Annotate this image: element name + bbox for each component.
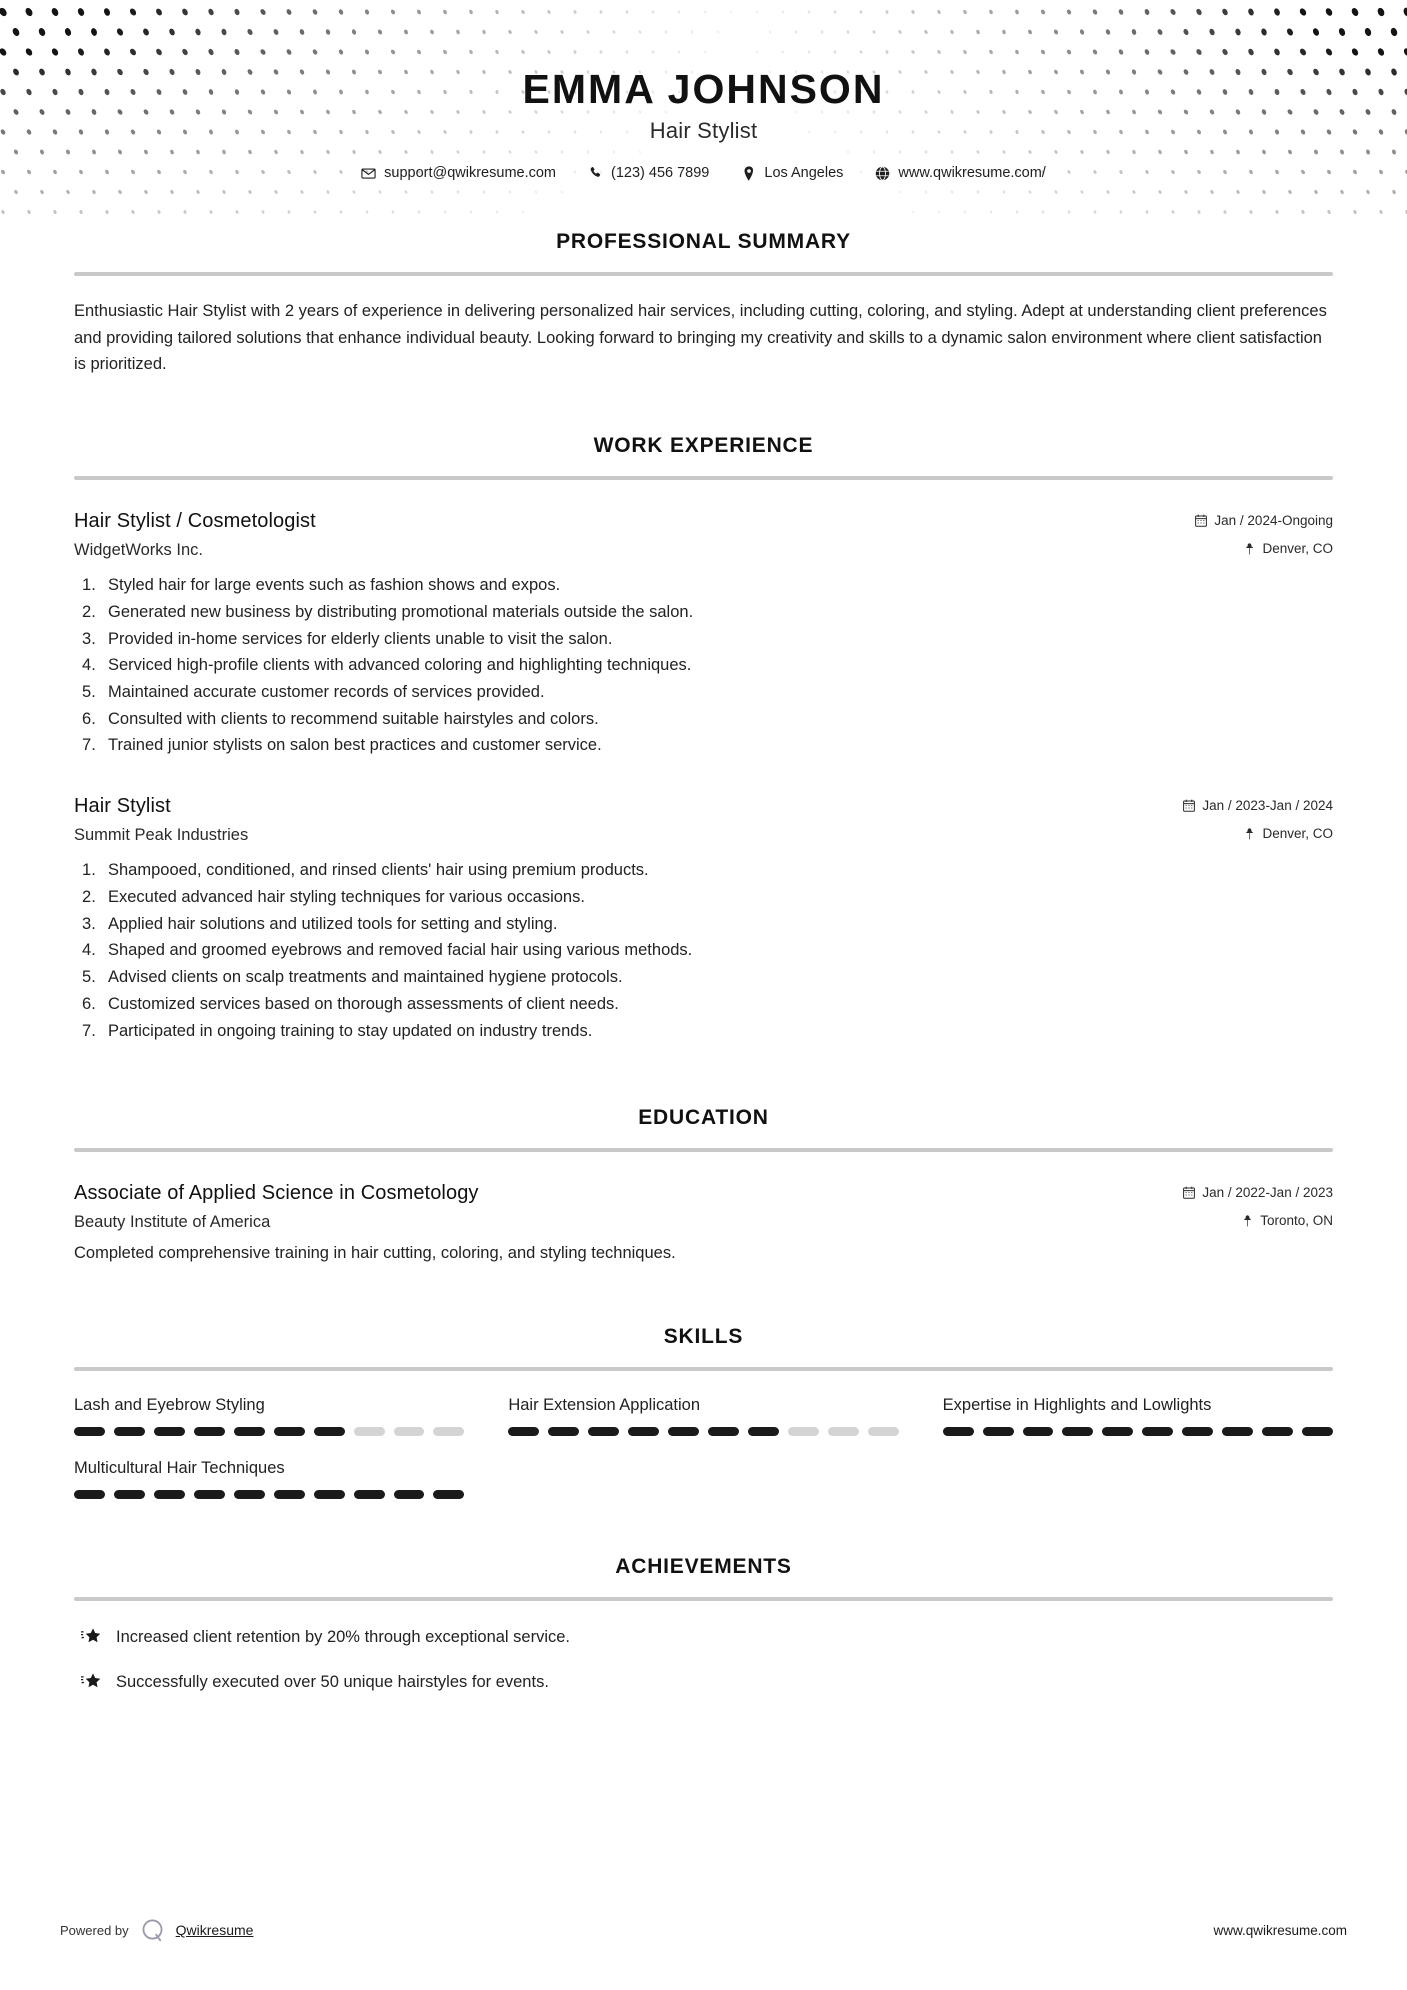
skill-segment	[194, 1490, 225, 1499]
skill-segment	[1142, 1427, 1173, 1436]
list-item: Trained junior stylists on salon best practices and customer service.	[108, 736, 602, 755]
skill-segment	[1023, 1427, 1054, 1436]
contact-email[interactable]	[345, 165, 572, 181]
star-icon	[80, 1626, 102, 1648]
skill-segment	[234, 1427, 265, 1436]
skill-label: Multicultural Hair Techniques	[74, 1459, 285, 1478]
calendar-icon	[1183, 1186, 1195, 1199]
section-title-achievements: ACHIEVEMENTS	[615, 1555, 792, 1579]
list-item: Executed advanced hair styling techniques for various occasions.	[108, 887, 585, 906]
skill-item	[508, 1395, 898, 1436]
experience-date-value: Jan / 2024-Ongoing	[1214, 513, 1333, 529]
education-institution: Beauty Institute of America	[74, 1213, 271, 1232]
skill-segment	[114, 1490, 145, 1499]
experience-organization: Summit Peak Industries	[74, 826, 249, 845]
skill-segment	[1102, 1427, 1133, 1436]
experience-location-value: Denver, CO	[1262, 541, 1333, 557]
skill-segment	[74, 1427, 105, 1436]
skill-segment	[274, 1427, 305, 1436]
list-item: Shaped and groomed eyebrows and removed facial hair using various methods.	[108, 941, 693, 960]
section-title-education: EDUCATION	[638, 1106, 769, 1130]
contact-location-value: Los Angeles	[764, 165, 844, 182]
skill-segment	[154, 1427, 185, 1436]
skill-item	[943, 1395, 1333, 1436]
qwikresume-brand-link[interactable]: Qwikresume	[175, 1922, 254, 1938]
achievement-text: Successfully executed over 50 unique hairstyles for events.	[116, 1673, 549, 1692]
experience-entry	[74, 795, 1333, 1044]
section-divider	[74, 476, 1333, 480]
skill-rating-bar	[508, 1427, 898, 1436]
experience-location	[1243, 541, 1333, 556]
achievements-list	[74, 1625, 1333, 1695]
skill-segment	[1222, 1427, 1253, 1436]
list-item: Consulted with clients to recommend suitable hairstyles and colors.	[108, 709, 599, 728]
pin-icon	[1241, 1214, 1253, 1227]
skill-segment	[154, 1490, 185, 1499]
envelope-icon	[361, 166, 376, 181]
contact-phone-value: (123) 456 7899	[611, 165, 710, 182]
education-entry	[74, 1182, 1333, 1266]
qwikresume-logo-icon	[139, 1917, 166, 1944]
experience-bullets	[74, 572, 1333, 759]
contact-row	[0, 165, 1407, 181]
skills-grid	[74, 1395, 1333, 1500]
skill-rating-bar	[74, 1427, 464, 1436]
education-degree: Associate of Applied Science in Cosmetology	[74, 1182, 479, 1205]
skill-segment	[433, 1490, 464, 1499]
section-divider	[74, 1148, 1333, 1152]
skill-segment	[74, 1490, 105, 1499]
skill-segment	[868, 1427, 899, 1436]
skill-segment	[828, 1427, 859, 1436]
section-divider	[74, 272, 1333, 276]
education-location-value: Toronto, ON	[1260, 1213, 1333, 1229]
skill-rating-bar	[74, 1490, 464, 1499]
calendar-icon	[1195, 514, 1207, 527]
powered-by	[60, 1917, 253, 1944]
skill-segment	[588, 1427, 619, 1436]
skill-segment	[354, 1490, 385, 1499]
experience-role: Hair Stylist	[74, 795, 171, 818]
skill-segment	[668, 1427, 699, 1436]
skill-label: Expertise in Highlights and Lowlights	[942, 1395, 1212, 1414]
list-item: Advised clients on scalp treatments and maintained hygiene protocols.	[108, 968, 623, 987]
section-title-summary: PROFESSIONAL SUMMARY	[556, 230, 851, 253]
skill-segment	[708, 1427, 739, 1436]
contact-website-value: www.qwikresume.com/	[898, 165, 1046, 182]
achievement-item	[74, 1670, 1333, 1695]
skill-segment	[628, 1427, 659, 1436]
education-date	[1183, 1185, 1333, 1200]
experience-entry	[74, 510, 1333, 759]
skill-item	[74, 1458, 464, 1499]
skill-segment	[394, 1490, 425, 1499]
page-footer	[0, 1870, 1407, 1990]
summary-text: Enthusiastic Hair Stylist with 2 years of experience in delivering personalized hair services, including cutting, coloring, and styling. Adept at understanding client preferences and providing tailored solutions that enhance individual beauty. Looking forward to bringing my creativity and skills to a dynamic salon environment where client satisfaction is prioritized.	[74, 302, 1327, 374]
skill-segment	[548, 1427, 579, 1436]
skill-segment	[433, 1427, 464, 1436]
skill-segment	[234, 1490, 265, 1499]
star-icon	[80, 1671, 102, 1693]
skill-segment	[1302, 1427, 1333, 1436]
resume-header	[0, 0, 1407, 228]
education-location	[1241, 1213, 1333, 1228]
experience-bullets	[74, 857, 1333, 1044]
pin-icon	[1243, 827, 1255, 840]
skill-segment	[114, 1427, 145, 1436]
powered-by-label: Powered by	[60, 1922, 129, 1938]
list-item: Participated in ongoing training to stay updated on industry trends.	[108, 1021, 593, 1040]
education-date-value: Jan / 2022-Jan / 2023	[1202, 1185, 1333, 1201]
experience-location-value: Denver, CO	[1262, 826, 1333, 842]
globe-icon	[875, 166, 890, 181]
section-work-experience	[74, 434, 1333, 1044]
section-professional-summary	[74, 230, 1333, 378]
experience-date	[1183, 798, 1333, 813]
page-title: EMMA JOHNSON	[522, 66, 885, 112]
list-item: Styled hair for large events such as fashion shows and expos.	[108, 576, 561, 595]
experience-date-value: Jan / 2023-Jan / 2024	[1202, 798, 1333, 814]
skill-label: Hair Extension Application	[508, 1395, 701, 1414]
skill-segment	[943, 1427, 974, 1436]
experience-role: Hair Stylist / Cosmetologist	[74, 510, 316, 533]
skill-segment	[314, 1490, 345, 1499]
calendar-icon	[1183, 799, 1195, 812]
contact-phone[interactable]	[572, 165, 725, 181]
contact-email-value: support@qwikresume.com	[384, 165, 557, 182]
skill-segment	[194, 1427, 225, 1436]
contact-website[interactable]	[859, 165, 1061, 181]
skill-item	[74, 1395, 464, 1436]
map-pin-icon	[741, 166, 756, 181]
section-skills	[74, 1325, 1333, 1500]
experience-date	[1195, 513, 1333, 528]
section-title-skills: SKILLS	[663, 1324, 744, 1348]
experience-organization: WidgetWorks Inc.	[74, 541, 203, 560]
skill-segment	[274, 1490, 305, 1499]
job-title: Hair Stylist	[649, 118, 758, 144]
skill-segment	[508, 1427, 539, 1436]
list-item: Customized services based on thorough assessments of client needs.	[108, 994, 619, 1013]
skill-rating-bar	[943, 1427, 1333, 1436]
footer-website-url: www.qwikresume.com	[1213, 1922, 1347, 1938]
list-item: Maintained accurate customer records of services provided.	[108, 683, 545, 702]
list-item: Generated new business by distributing promotional materials outside the salon.	[108, 602, 694, 621]
section-divider	[74, 1597, 1333, 1601]
experience-location	[1243, 826, 1333, 841]
section-achievements	[74, 1555, 1333, 1695]
list-item: Serviced high-profile clients with advanced coloring and highlighting techniques.	[108, 656, 692, 675]
skill-segment	[983, 1427, 1014, 1436]
skill-segment	[1062, 1427, 1093, 1436]
skill-segment	[314, 1427, 345, 1436]
skill-segment	[1262, 1427, 1293, 1436]
section-divider	[74, 1367, 1333, 1371]
skill-label: Lash and Eyebrow Styling	[74, 1395, 265, 1414]
section-education	[74, 1106, 1333, 1266]
skill-segment	[748, 1427, 779, 1436]
phone-icon	[588, 166, 603, 181]
section-title-experience: WORK EXPERIENCE	[593, 434, 814, 458]
achievement-item	[74, 1625, 1333, 1650]
skill-segment	[394, 1427, 425, 1436]
education-description: Completed comprehensive training in hair cutting, coloring, and styling techniques.	[74, 1244, 676, 1263]
list-item: Provided in-home services for elderly clients unable to visit the salon.	[108, 629, 613, 648]
list-item: Shampooed, conditioned, and rinsed clients' hair using premium products.	[108, 861, 649, 880]
contact-location	[725, 165, 859, 181]
skill-segment	[354, 1427, 385, 1436]
skill-segment	[1182, 1427, 1213, 1436]
skill-segment	[788, 1427, 819, 1436]
list-item: Applied hair solutions and utilized tools for setting and styling.	[108, 914, 558, 933]
pin-icon	[1243, 542, 1255, 555]
achievement-text: Increased client retention by 20% through exceptional service.	[116, 1628, 571, 1647]
